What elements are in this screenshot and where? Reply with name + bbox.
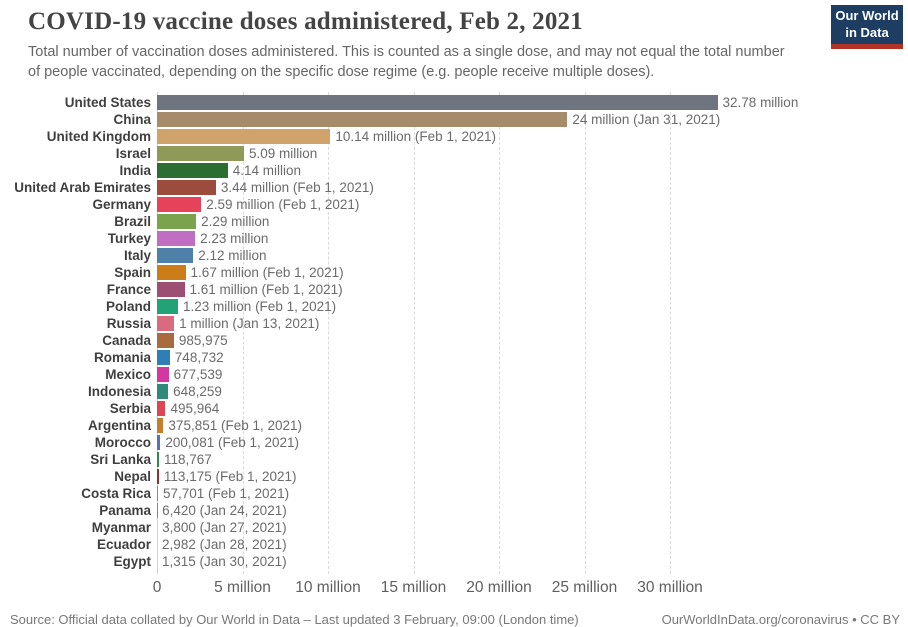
owid-logo[interactable] — [831, 5, 903, 49]
country-label: Brazil — [0, 214, 157, 229]
chart-row — [0, 451, 908, 468]
chart-row — [0, 553, 908, 570]
value-label: 1.23 million (Feb 1, 2021) — [183, 299, 336, 314]
chart-subtitle: Total number of vaccination doses administered. This is counted as a single dose, and may not equal the total number of people vaccinated, depending on the specific dose regime (e.g. people receive multiple doses). — [28, 42, 786, 82]
chart-row — [0, 417, 908, 434]
chart-row — [0, 128, 908, 145]
chart-row — [0, 502, 908, 519]
value-label: 748,732 — [175, 350, 224, 365]
chart-row — [0, 332, 908, 349]
chart-row — [0, 94, 908, 111]
value-label: 32.78 million — [723, 95, 799, 110]
country-label: Mexico — [0, 367, 157, 382]
value-label: 985,975 — [179, 333, 228, 348]
bar[interactable] — [157, 197, 201, 212]
value-label: 495,964 — [170, 401, 219, 416]
value-label: 2.59 million (Feb 1, 2021) — [206, 197, 359, 212]
country-label: Romania — [0, 350, 157, 365]
value-label: 5.09 million — [249, 146, 317, 161]
value-label: 113,175 (Feb 1, 2021) — [164, 469, 297, 484]
bar[interactable] — [157, 401, 165, 416]
bar[interactable] — [157, 316, 174, 331]
bar[interactable] — [157, 350, 170, 365]
bar[interactable] — [157, 214, 196, 229]
value-label: 1,315 (Jan 30, 2021) — [162, 554, 287, 569]
country-label: United Arab Emirates — [0, 180, 157, 195]
value-label: 200,081 (Feb 1, 2021) — [165, 435, 299, 450]
value-label: 2.29 million — [201, 214, 269, 229]
country-label: India — [0, 163, 157, 178]
bar[interactable] — [157, 452, 159, 467]
value-label: 6,420 (Jan 24, 2021) — [162, 503, 287, 518]
value-label: 1.61 million (Feb 1, 2021) — [190, 282, 343, 297]
chart-row — [0, 366, 908, 383]
country-label: United States — [0, 95, 157, 110]
chart-row — [0, 179, 908, 196]
chart-row — [0, 315, 908, 332]
chart-row — [0, 519, 908, 536]
chart-row — [0, 145, 908, 162]
bar[interactable] — [157, 299, 178, 314]
chart-row — [0, 264, 908, 281]
bar-chart — [0, 94, 908, 604]
value-label: 677,539 — [174, 367, 223, 382]
country-label: Germany — [0, 197, 157, 212]
country-label: Morocco — [0, 435, 157, 450]
country-label: Canada — [0, 333, 157, 348]
x-tick-label: 0 — [153, 579, 162, 597]
bar[interactable] — [157, 282, 185, 297]
chart-row — [0, 536, 908, 553]
bar[interactable] — [157, 486, 158, 501]
chart-title: COVID-19 vaccine doses administered, Feb 2, 2021 — [28, 8, 818, 36]
value-label: 57,701 (Feb 1, 2021) — [163, 486, 289, 501]
chart-row — [0, 383, 908, 400]
bar[interactable] — [157, 95, 718, 110]
value-label: 118,767 — [164, 452, 212, 467]
bar[interactable] — [157, 418, 163, 433]
x-tick-label: 20 million — [466, 579, 531, 597]
chart-header — [0, 0, 908, 82]
x-tick-label: 15 million — [381, 579, 446, 597]
country-label: Myanmar — [0, 520, 157, 535]
source-note: Source: Official data collated by Our World in Data – Last updated 3 February, 09:00 (London time) — [10, 612, 579, 627]
country-label: Israel — [0, 146, 157, 161]
country-label: Panama — [0, 503, 157, 518]
country-label: Nepal — [0, 469, 157, 484]
country-label: Serbia — [0, 401, 157, 416]
country-label: Sri Lanka — [0, 452, 157, 467]
country-label: Costa Rica — [0, 486, 157, 501]
chart-row — [0, 468, 908, 485]
country-label: Spain — [0, 265, 157, 280]
plot-area — [0, 94, 908, 570]
x-tick-label: 25 million — [552, 579, 617, 597]
chart-row — [0, 230, 908, 247]
owid-logo-line1: Our World — [835, 8, 898, 24]
owid-logo-line2: in Data — [845, 25, 888, 41]
country-label: France — [0, 282, 157, 297]
bar[interactable] — [157, 435, 160, 450]
value-label: 3,800 (Jan 27, 2021) — [162, 520, 287, 535]
bar[interactable] — [157, 180, 216, 195]
chart-row — [0, 485, 908, 502]
value-label: 1.67 million (Feb 1, 2021) — [191, 265, 344, 280]
bar[interactable] — [157, 146, 244, 161]
country-label: Ecuador — [0, 537, 157, 552]
bar[interactable] — [157, 112, 567, 127]
bar[interactable] — [157, 231, 195, 246]
country-label: Egypt — [0, 554, 157, 569]
bar[interactable] — [157, 384, 168, 399]
country-label: Russia — [0, 316, 157, 331]
chart-row — [0, 247, 908, 264]
country-label: Poland — [0, 299, 157, 314]
chart-row — [0, 111, 908, 128]
value-label: 3.44 million (Feb 1, 2021) — [221, 180, 374, 195]
value-label: 24 million (Jan 31, 2021) — [572, 112, 720, 127]
country-label: Turkey — [0, 231, 157, 246]
chart-row — [0, 196, 908, 213]
bar[interactable] — [157, 163, 228, 178]
country-label: China — [0, 112, 157, 127]
value-label: 4.14 million — [233, 163, 301, 178]
x-tick-label: 30 million — [637, 579, 702, 597]
value-label: 648,259 — [173, 384, 222, 399]
bar[interactable] — [157, 367, 169, 382]
bar[interactable] — [157, 248, 193, 263]
value-label: 2.12 million — [198, 248, 266, 263]
value-label: 10.14 million (Feb 1, 2021) — [335, 129, 496, 144]
country-label: United Kingdom — [0, 129, 157, 144]
country-label: Italy — [0, 248, 157, 263]
chart-row — [0, 434, 908, 451]
chart-row — [0, 349, 908, 366]
chart-row — [0, 281, 908, 298]
country-label: Argentina — [0, 418, 157, 433]
chart-row — [0, 213, 908, 230]
chart-row — [0, 162, 908, 179]
chart-row — [0, 400, 908, 417]
value-label: 375,851 (Feb 1, 2021) — [168, 418, 302, 433]
bar[interactable] — [157, 129, 330, 144]
value-label: 2.23 million — [200, 231, 268, 246]
chart-row — [0, 298, 908, 315]
footer — [0, 604, 908, 627]
country-label: Indonesia — [0, 384, 157, 399]
bar[interactable] — [157, 265, 186, 280]
x-axis — [157, 574, 908, 604]
x-tick-label: 10 million — [295, 579, 360, 597]
bar[interactable] — [157, 469, 159, 484]
value-label: 2,982 (Jan 28, 2021) — [162, 537, 287, 552]
value-label: 1 million (Jan 13, 2021) — [179, 316, 319, 331]
bar[interactable] — [157, 333, 174, 348]
x-tick-label: 5 million — [214, 579, 271, 597]
owid-link[interactable]: OurWorldInData.org/coronavirus • CC BY — [662, 612, 900, 627]
